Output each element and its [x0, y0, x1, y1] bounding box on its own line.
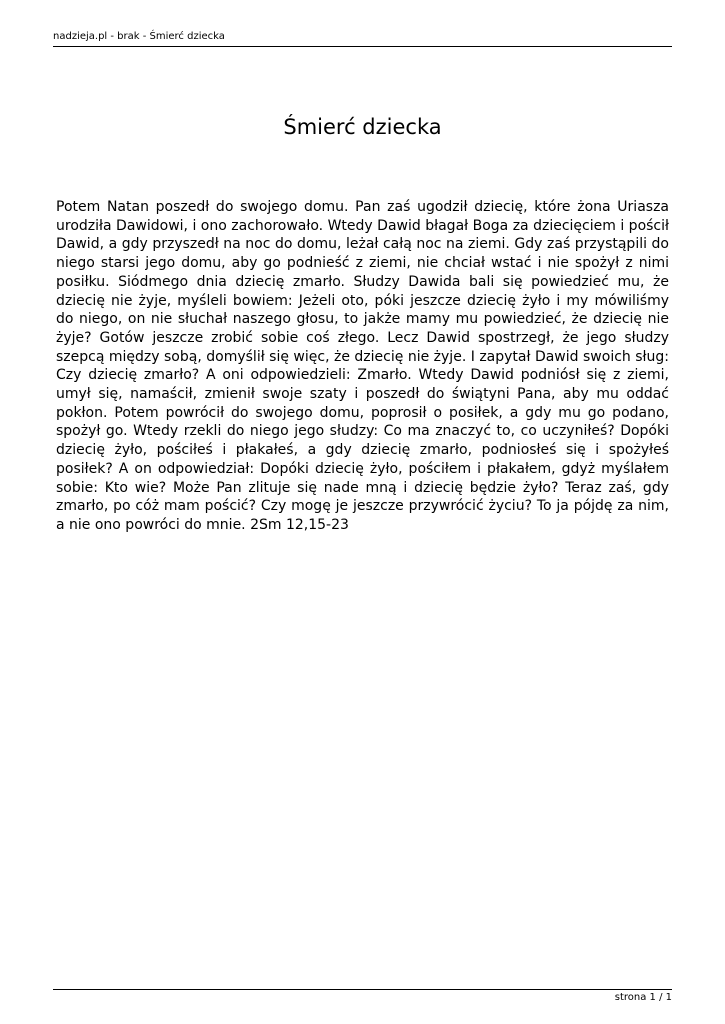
page-number: strona 1 / 1	[614, 992, 672, 1003]
document-title: Śmierć dziecka	[283, 115, 442, 139]
page-footer	[53, 989, 672, 1003]
header-text: nadzieja.pl - brak - Śmierć dziecka	[53, 31, 225, 42]
page-header	[53, 31, 672, 47]
document-body: Potem Natan poszedł do swojego domu. Pan zaś ugodził dziecię, które żona Uriasza urodziła Dawidowi, i ono zachorowało. Wtedy Dawid błagał Boga za dziecięciem i pościł Dawid, a gdy przyszedł na noc do domu, leżał całą noc na ziemi. Gdy zaś przystąpili do niego starsi jego domu, aby go podnieść z ziemi, nie chciał wstać i nie spożył z nimi posiłku. Siódmego dnia dziecię zmarło. Słudzy Dawida bali się powiedzieć mu, że dziecię nie żyje, myśleli bowiem: Jeżeli oto, póki jeszcze dziecię żyło i my mówiliśmy do niego, on nie słuchał naszego głosu, to jakże mamy mu powiedzieć, że dziecię nie żyje? Gotów jeszcze zrobić sobie coś złego. Lecz Dawid spostrzegł, że jego słudzy szepcą między sobą, domyślił się więc, że dziecię nie żyje. I zapytał Dawid swoich sług: Czy dziecię zmarło? A oni odpowiedzieli: Zmarło. Wtedy Dawid podniósł się z ziemi, umył się, namaścił, zmienił swoje szaty i poszedł do świątyni Pana, aby mu oddać pokłon. Potem powrócił do swojego domu, poprosił o posiłek, a gdy mu go podano, spożył go. Wtedy rzekli do niego jego słudzy: Co ma znaczyć to, co uczyniłeś? Dopóki dziecię żyło, pościłeś i płakałeś, a gdy dziecię zmarło, podniosłeś się i spożyłeś posiłek? A on odpowiedział: Dopóki dziecię żyło, pościłem i płakałem, gdyż myślałem sobie: Kto wie? Może Pan zlituje się nade mną i dziecię będzie żyło? Teraz zaś, gdy zmarło, po cóż mam pościć? Czy mogę je jeszcze przywrócić życiu? To ja pójdę za nim, a nie ono powróci do mnie. 2Sm 12,15-23	[56, 199, 669, 533]
